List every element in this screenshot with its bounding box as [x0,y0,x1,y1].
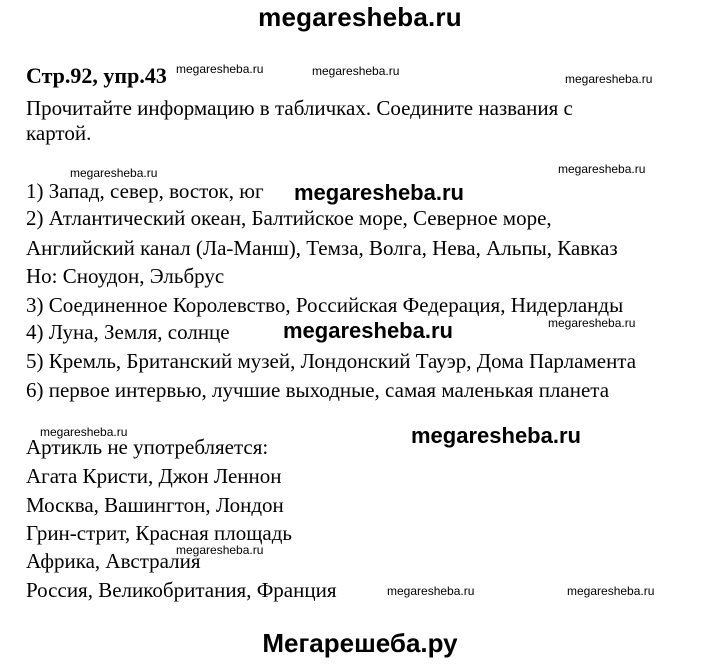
answer-2-continued: Английский канал (Ла-Манш), Темза, Волга, Нева, Альпы, Кавказ [26,236,618,260]
no-article-line-4: Африка, Австралия [26,549,201,573]
answer-2: 2) Атлантический океан, Балтийское море, Северное море, [26,206,552,230]
exercise-title: Стр.92, упр.43 [26,63,167,88]
watermark: megaresheba.ru [548,316,636,330]
watermark: megaresheba.ru [176,543,264,557]
watermark: megaresheba.ru [70,166,158,180]
answer-5: 5) Кремль, Британский музей, Лондонский Тауэр, Дома Парламента [26,349,637,373]
no-article-heading: Артикль не употребляется: [26,435,269,459]
answer-3: 3) Соединенное Королевство, Российская Федерация, Нидерланды [26,293,624,317]
answer-1: 1) Запад, север, восток, юг [26,179,264,203]
no-article-line-3: Грин-стрит, Красная площадь [26,521,292,545]
answer-6: 6) первое интервью, лучшие выходные, самая маленькая планета [26,378,610,402]
watermark: megaresheba.ru [387,584,475,598]
header-site-name: megaresheba.ru [258,2,462,32]
no-article-line-1: Агата Кристи, Джон Леннон [26,464,282,488]
watermark: megaresheba.ru [567,584,655,598]
answer-4: 4) Луна, Земля, солнце [26,320,230,344]
watermark-big: megaresheba.ru [294,180,464,205]
no-article-line-5: Россия, Великобритания, Франция [26,578,337,602]
watermark-big: megaresheba.ru [411,423,581,448]
watermark: megaresheba.ru [565,72,653,86]
watermark: megaresheba.ru [40,425,128,439]
watermark: megaresheba.ru [558,162,646,176]
watermark: megaresheba.ru [176,62,264,76]
no-article-line-2: Москва, Вашингтон, Лондон [26,493,284,517]
watermark: megaresheba.ru [312,64,400,78]
watermark-big: megaresheba.ru [283,318,453,343]
instruction-line-2: картой. [26,121,92,145]
instruction-line-1: Прочитайте информацию в табличках. Соедините названия с [26,96,573,120]
footer-site-name: Мегарешеба.ру [262,628,458,658]
answer-2-exception: Но: Сноудон, Эльбрус [26,264,225,288]
